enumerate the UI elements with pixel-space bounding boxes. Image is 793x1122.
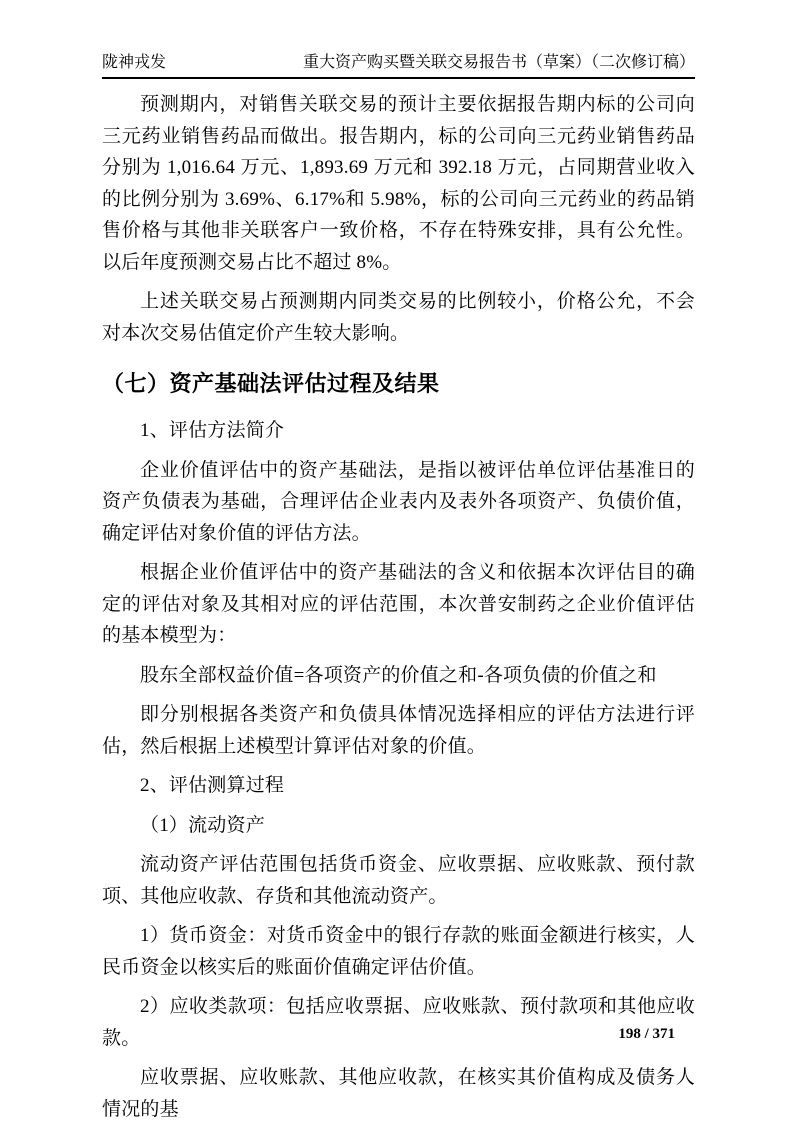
paragraph-monetary-funds: 1）货币资金：对货币资金中的银行存款的账面金额进行核实，人民币资金以核实后的账面价值确定评估价值。 [102,925,695,978]
paragraph-evaluation-model-intro: 根据企业价值评估中的资产基础法的含义和依据本次评估目的确定的评估对象及其相对应的评估范围，本次普安制药之企业价值评估的基本模型为： [102,562,695,646]
paragraph-impact-conclusion: 上述关联交易占预测期内同类交易的比例较小，价格公允，不会对本次交易估值定价产生较大影响。 [102,291,695,344]
subheading-evaluation-method-intro: 1、评估方法简介 [140,420,285,441]
paragraph-receivables-items: 2）应收类款项：包括应收票据、应收账款、预付款项和其他应收款。 [102,996,695,1049]
paragraph-asset-based-definition: 企业价值评估中的资产基础法，是指以被评估单位评估基准日的资产负债表为基础，合理评估企业表内及表外各项资产、负债价值，确定评估对象价值的评估方法。 [102,459,695,544]
section-heading-asset-based-method: （七）资产基础法评估过程及结果 [102,371,440,396]
header-company-name: 陇神戎发 [102,54,167,71]
paragraph-method-application: 即分别根据各类资产和负债具体情况选择相应的评估方法进行评估，然后根据上述模型计算评估对象的价值。 [102,704,695,757]
subheading-evaluation-process: 2、评估测算过程 [140,775,285,796]
subheading-current-assets: （1）流动资产 [140,814,265,836]
page-number: 198 / 371 [618,1026,675,1042]
page-header [102,52,695,79]
paragraph-current-assets-scope: 流动资产评估范围包括货币资金、应收票据、应收账款、预付款项、其他应收款、存货和其他流动资产。 [102,854,695,907]
document-body [102,89,695,1122]
page-footer [618,1026,675,1043]
formula-equity-value: 股东全部权益价值=各项资产的价值之和-各项负债的价值之和 [140,664,657,686]
paragraph-receivables-verification: 应收票据、应收账款、其他应收款，在核实其价值构成及债务人情况的基 [102,1067,695,1120]
paragraph-forecast-sales-basis: 预测期内，对销售关联交易的预计主要依据报告期内标的公司向三元药业销售药品而做出。报告期内，标的公司向三元药业销售药品分别为 1,016.64 万元、1,893.69 万元和 392.18 万元，占同期营业收入的比例分别为 3.69%、6.17%和 5.98%，标的公司向三元药业的药品销售价格与其他非关联客户一致价格，不存在特殊安排，具有公允性。以后年度预测交易占比不超过 8%。 [102,94,695,273]
header-report-title: 重大资产购买暨关联交易报告书（草案）（二次修订稿） [302,54,695,71]
